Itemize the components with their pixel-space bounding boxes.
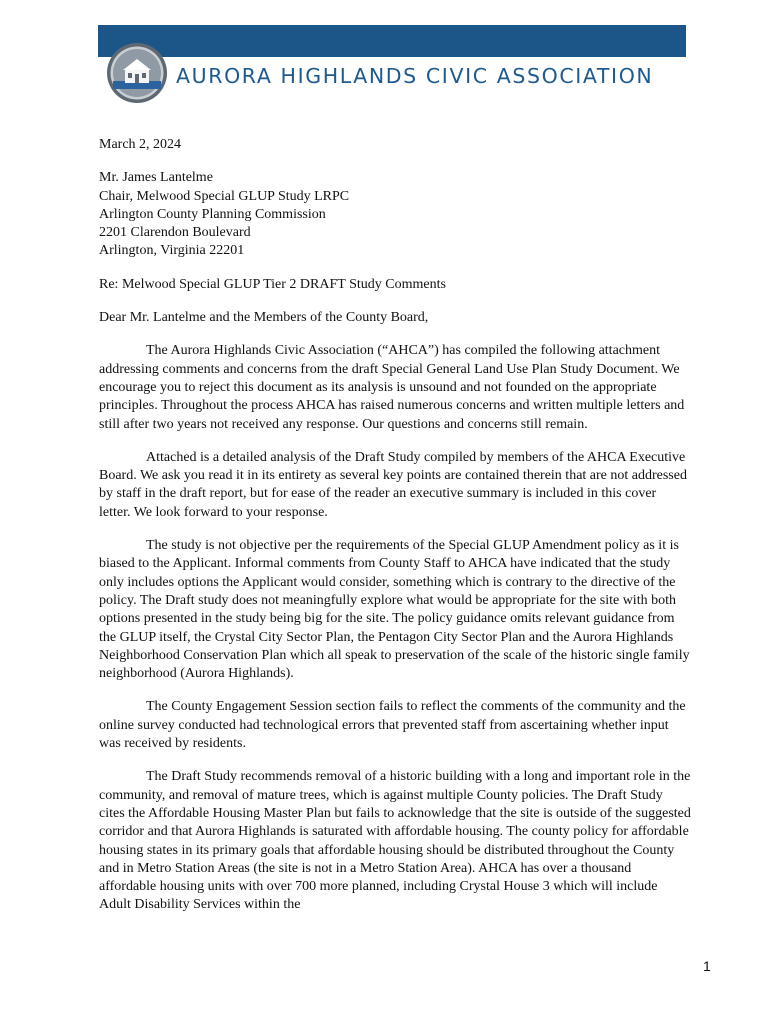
body-paragraph: Attached is a detailed analysis of the Draft Study compiled by members of the AHCA Executive Board. We ask you read it in its entirety as several key points are contained therein that are not addressed by staff in the draft report, but for ease of the reader an executive summary is included in this cover letter. We look forward to your response. (99, 449, 687, 520)
address-line: Arlington, Virginia 22201 (99, 243, 245, 259)
body-paragraph: The County Engagement Session section fails to reflect the comments of the community and the online survey conducted had technological errors that prevented staff from ascertaining whether input was received by residents. (99, 699, 686, 752)
body-paragraph: The Aurora Highlands Civic Association (“AHCA”) has compiled the following attachment addressing comments and concerns from the draft Special General Land Use Plan Study Document. We encourage you to reject this document as its analysis is unsound and not founded on the appropriate principles. Throughout the process AHCA has raised numerous concerns and written multiple letters and still after two years not received any response. Our questions and concerns still remain. (99, 343, 685, 432)
letter-date: March 2, 2024 (99, 137, 182, 152)
organization-name: AURORA HIGHLANDS CIVIC ASSOCIATION (176, 64, 654, 88)
header-banner (98, 25, 686, 57)
address-line: Arlington County Planning Commission (99, 206, 326, 222)
letter-body (99, 136, 691, 915)
address-line: 2201 Clarendon Boulevard (99, 225, 251, 241)
address-line: Mr. James Lantelme (99, 170, 213, 186)
body-paragraph: The Draft Study recommends removal of a historic building with a long and important role in the community, and removal of mature trees, which is against multiple County policies. The Draft Study cites the Affordable Housing Master Plan but fails to acknowledge that the site is outside of the suggested corridor and that Aurora Highlands is saturated with affordable housing. The county policy for affordable housing states in its primary goals that affordable housing should be distributed throughout the County and in Metro Station Areas (the site is not in a Metro Station Area). AHCA has over a thousand affordable housing units with over 700 more planned, including Crystal House 3 which will include Adult Disability Services within the (99, 769, 691, 913)
page-number: 1 (703, 958, 711, 974)
civic-house-emblem-icon (106, 42, 168, 104)
recipient-address-block (99, 169, 691, 260)
salutation: Dear Mr. Lantelme and the Members of the County Board, (99, 310, 429, 326)
address-line: Chair, Melwood Special GLUP Study LRPC (99, 188, 350, 204)
subject-line: Re: Melwood Special GLUP Tier 2 DRAFT Study Comments (99, 276, 446, 292)
body-paragraph: The study is not objective per the requirements of the Special GLUP Amendment policy as it is biased to the Applicant. Informal comments from County Staff to AHCA have indicated that the study only includes options the Applicant would consider, something which is contrary to the directive of the policy. The Draft study does not meaningfully explore what would be appropriate for the site with both options presented in the study being big for the site. The policy guidance omits relevant guidance from the GLUP itself, the Crystal City Sector Plan, the Pentagon City Sector Plan and the Aurora Highlands Neighborhood Conservation Plan which all speak to preservation of the scale of the historic single family neighborhood (Aurora Highlands). (99, 538, 690, 682)
